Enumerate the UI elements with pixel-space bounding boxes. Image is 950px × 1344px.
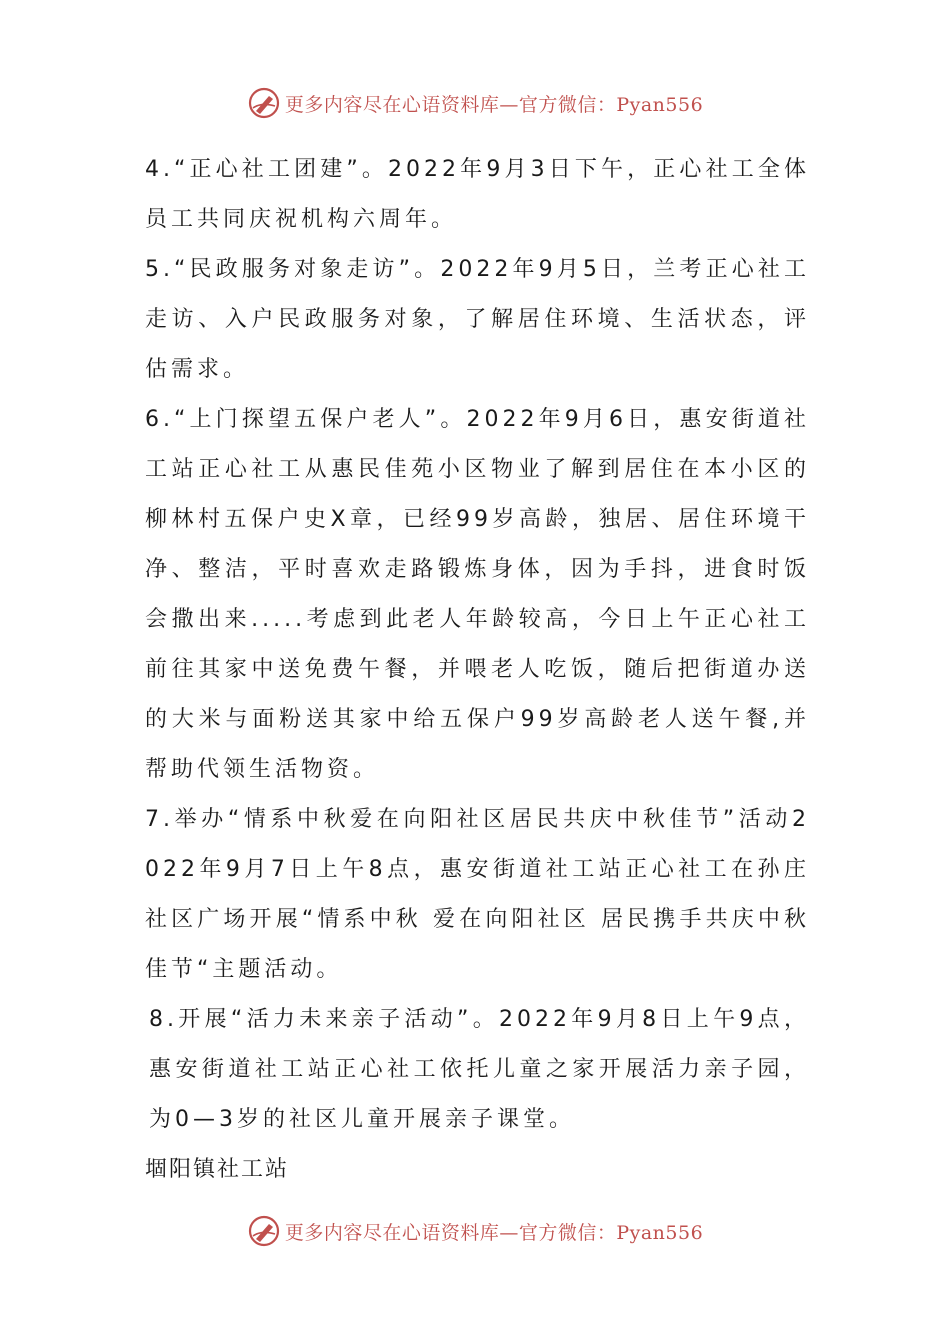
footer-banner-text: 更多内容尽在心语资料库—官方微信：Pyan556 <box>284 1221 704 1244</box>
paragraph-item-4: 4.“正心社工团建”。2022年9月3日下午，正心社工全体员工共同庆祝机构六周年。 <box>145 157 810 232</box>
header-banner-text: 更多内容尽在心语资料库—官方微信：Pyan556 <box>284 93 704 116</box>
paragraph-item-6: 6.“上门探望五保户老人”。2022年9月6日，惠安街道社工站正心社工从惠民佳苑小区物业了解到居住在本小区的柳林村五保户史X章，已经99岁高龄，独居、居住环境干净、整洁，平时喜欢走路锻炼身体，因为手抖，进食时饭会撒出来.....考虑到此老人年龄较高，今日上午正心社工前往其家中送免费午餐，并喂老人吃饭，随后把街道办送的大米与面粉送其家中给五保户99岁高龄老人送午餐,并帮助代领生活物资。 <box>145 407 810 782</box>
pen-circle-logo-icon <box>247 1214 281 1248</box>
paragraph-item-5: 5.“民政服务对象走访”。2022年9月5日，兰考正心社工走访、入户民政服务对象，了解居住环境、生活状态，评估需求。 <box>145 257 810 382</box>
document-body <box>145 145 810 1195</box>
paragraph-item-8: 8.开展“活力未来亲子活动”。2022年9月8日上午9点，惠安街道社工站正心社工依托儿童之家开展活力亲子园，为0—3岁的社区儿童开展亲子课堂。 <box>149 1007 810 1132</box>
header-banner <box>0 80 950 126</box>
footer-banner <box>0 1208 950 1254</box>
signature-text: 堌阳镇社工站 <box>145 1157 290 1182</box>
pen-circle-logo-icon <box>247 86 281 120</box>
paragraph-item-7: 7.举办“情系中秋爱在向阳社区居民共庆中秋佳节”活动2022年9月7日上午8点，惠安街道社工站正心社工在孙庄社区广场开展“情系中秋 爱在向阳社区 居民携手共庆中秋佳节“主题活动。 <box>145 807 810 982</box>
